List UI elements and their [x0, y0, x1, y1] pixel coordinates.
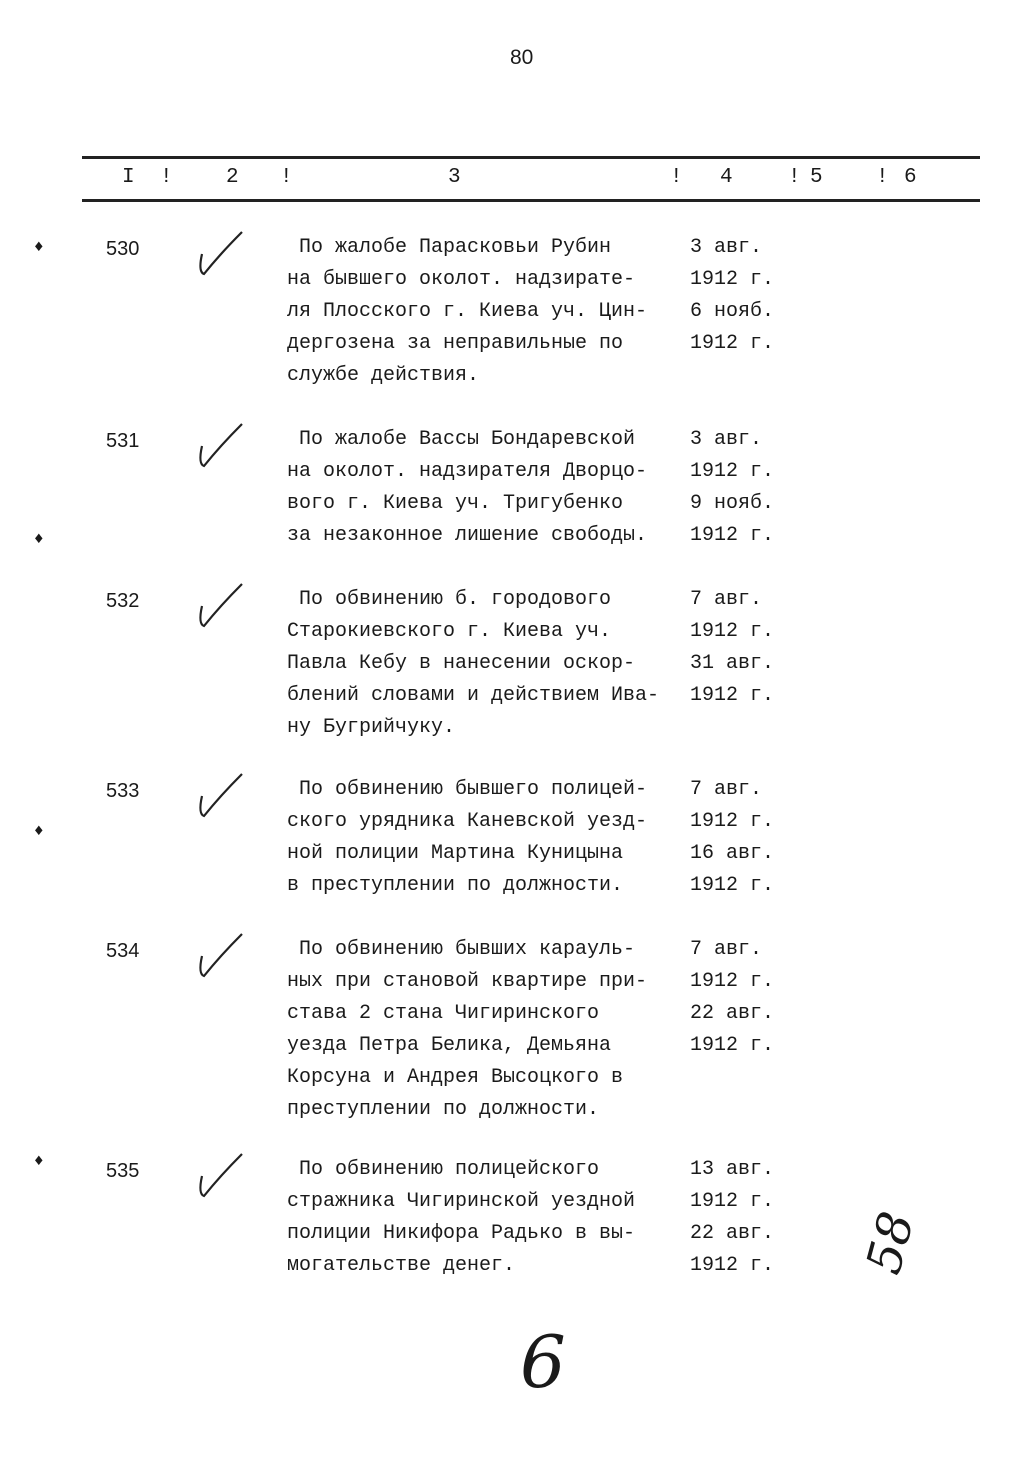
date-line: 16 авг.	[690, 842, 775, 865]
entry-description	[287, 934, 647, 1126]
column-header-4: 4	[720, 166, 733, 189]
date-line: 7 авг.	[690, 938, 763, 961]
punch-hole-mark-icon: ♦	[34, 238, 44, 256]
entry-description	[287, 584, 659, 744]
date-line: 1912 г.	[690, 1190, 775, 1213]
date-line: 9 нояб.	[690, 492, 775, 515]
entry-number: 535	[106, 1160, 140, 1182]
description-line: По жалобе Вассы Бондаревской	[287, 428, 636, 451]
date-line: 7 авг.	[690, 778, 763, 801]
entry-number: 534	[106, 940, 140, 962]
entry-dates	[690, 774, 774, 902]
description-line: полиции Никифора Радько в вы-	[287, 1222, 636, 1245]
entry-number: 533	[106, 780, 140, 802]
column-separator: !	[280, 166, 293, 189]
column-header-6: 6	[904, 166, 917, 189]
column-header-3: 3	[448, 166, 461, 189]
handwritten-note-bottom: 6	[520, 1320, 566, 1404]
checkmark-icon	[180, 224, 250, 284]
page-number: 80	[510, 46, 534, 69]
description-line: за незаконное лишение свободы.	[287, 524, 648, 547]
entry-description	[287, 774, 647, 902]
date-line: 1912 г.	[690, 810, 775, 833]
date-line: 1912 г.	[690, 524, 775, 547]
description-line: става 2 стана Чигиринского	[287, 1002, 600, 1025]
punch-hole-mark-icon: ♦	[34, 1152, 44, 1170]
column-separator: !	[876, 166, 889, 189]
description-line: в преступлении по должности.	[287, 874, 624, 897]
date-line: 1912 г.	[690, 620, 775, 643]
column-header-5: 5	[810, 166, 823, 189]
description-line: По обвинению полицейского	[287, 1158, 600, 1181]
header-bottom-rule	[82, 199, 980, 202]
description-line: По жалобе Парасковьи Рубин	[287, 236, 612, 259]
description-line: службе действия.	[287, 364, 480, 387]
header-top-rule	[82, 156, 980, 159]
description-line: По обвинению б. городового	[287, 588, 612, 611]
description-line: ных при становой квартире при-	[287, 970, 648, 993]
date-line: 1912 г.	[690, 874, 775, 897]
entry-description	[287, 232, 647, 392]
checkmark-icon	[180, 416, 250, 476]
date-line: 3 авг.	[690, 236, 763, 259]
date-line: 1912 г.	[690, 970, 775, 993]
column-header-1: I	[122, 166, 135, 189]
checkmark-icon	[180, 766, 250, 826]
description-line: По обвинению бывшего полицей-	[287, 778, 648, 801]
entry-description	[287, 424, 647, 552]
description-line: Корсуна и Андрея Высоцкого в	[287, 1066, 624, 1089]
description-line: блений словами и действием Ива-	[287, 684, 660, 707]
entry-dates	[690, 424, 774, 552]
column-separator: !	[160, 166, 173, 189]
date-line: 1912 г.	[690, 684, 775, 707]
description-line: Павла Кебу в нанесении оскор-	[287, 652, 636, 675]
date-line: 13 авг.	[690, 1158, 775, 1181]
date-line: 7 авг.	[690, 588, 763, 611]
date-line: 22 авг.	[690, 1222, 775, 1245]
description-line: могательстве денег.	[287, 1254, 516, 1277]
description-line: дергозена за неправильные по	[287, 332, 624, 355]
entry-number: 530	[106, 238, 140, 260]
column-separator: !	[670, 166, 683, 189]
checkmark-icon	[180, 576, 250, 636]
date-line: 1912 г.	[690, 1254, 775, 1277]
description-line: ну Бугрийчуку.	[287, 716, 456, 739]
checkmark-icon	[180, 926, 250, 986]
entry-number: 532	[106, 590, 140, 612]
handwritten-note-margin: 58	[855, 1206, 926, 1280]
date-line: 1912 г.	[690, 332, 775, 355]
date-line: 6 нояб.	[690, 300, 775, 323]
entry-dates	[690, 232, 774, 360]
column-separator: !	[788, 166, 801, 189]
column-header-2: 2	[226, 166, 239, 189]
punch-hole-mark-icon: ♦	[34, 822, 44, 840]
date-line: 1912 г.	[690, 1034, 775, 1057]
description-line: ского урядника Каневской уезд-	[287, 810, 648, 833]
date-line: 1912 г.	[690, 268, 775, 291]
description-line: вого г. Киева уч. Тригубенко	[287, 492, 624, 515]
description-line: на околот. надзирателя Дворцо-	[287, 460, 648, 483]
entry-dates	[690, 584, 774, 712]
entry-description	[287, 1154, 635, 1282]
entry-dates	[690, 934, 774, 1062]
date-line: 22 авг.	[690, 1002, 775, 1025]
description-line: уезда Петра Белика, Демьяна	[287, 1034, 612, 1057]
date-line: 31 авг.	[690, 652, 775, 675]
description-line: стражника Чигиринской уездной	[287, 1190, 636, 1213]
entry-number: 531	[106, 430, 140, 452]
entry-dates	[690, 1154, 774, 1282]
description-line: преступлении по должности.	[287, 1098, 600, 1121]
description-line: на бывшего околот. надзирате-	[287, 268, 636, 291]
date-line: 3 авг.	[690, 428, 763, 451]
description-line: Старокиевского г. Киева уч.	[287, 620, 612, 643]
description-line: По обвинению бывших карауль-	[287, 938, 636, 961]
punch-hole-mark-icon: ♦	[34, 530, 44, 548]
description-line: ля Плосского г. Киева уч. Цин-	[287, 300, 648, 323]
description-line: ной полиции Мартина Куницына	[287, 842, 624, 865]
date-line: 1912 г.	[690, 460, 775, 483]
checkmark-icon	[180, 1146, 250, 1206]
